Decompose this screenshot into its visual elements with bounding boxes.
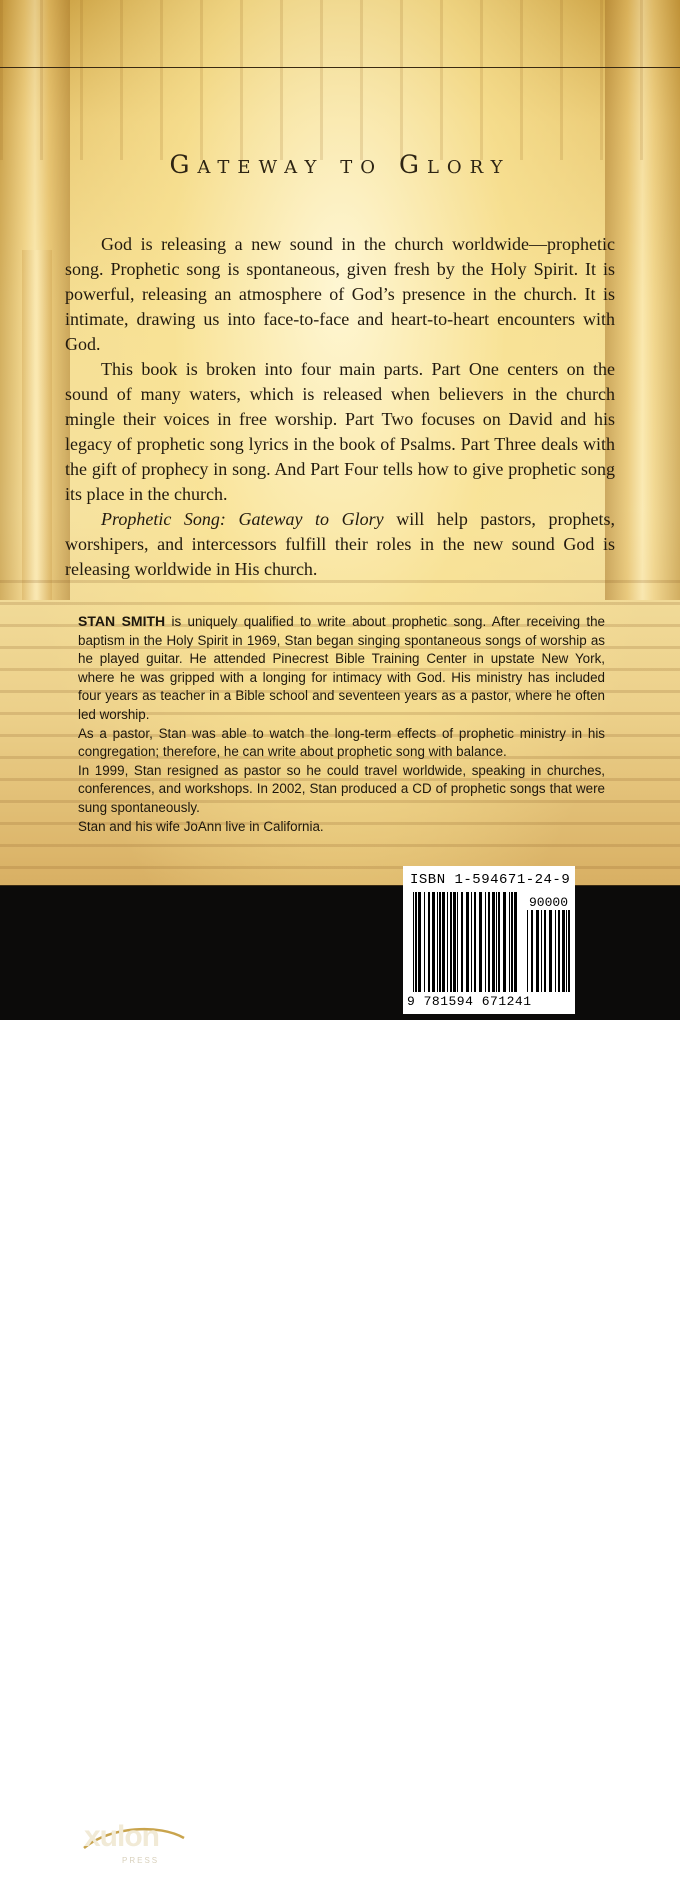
barcode-bar	[466, 892, 469, 992]
publisher-logo	[80, 1820, 190, 1880]
blurb-closing: will help pastors, prophets, worshipers, and intercessors fulfill their roles in the new sound God is releasing worldwide in His church.	[65, 509, 615, 579]
barcode-bar	[511, 892, 513, 992]
barcode-bar	[531, 910, 533, 992]
barcode-bar	[439, 892, 441, 992]
barcode-bar	[566, 910, 567, 992]
barcode-bar	[432, 892, 435, 992]
barcode-bar	[492, 892, 495, 992]
barcode-bar	[514, 892, 517, 992]
ean-bars	[413, 892, 521, 992]
barcode-bar	[428, 892, 430, 992]
barcode-bar	[418, 892, 421, 992]
barcode-bar	[461, 892, 463, 992]
isbn-label: ISBN 1-594671-24-9	[410, 872, 571, 888]
ceiling-arch-image	[0, 0, 680, 160]
logo-press-label: PRESS	[122, 1856, 160, 1865]
barcode-bar	[453, 892, 456, 992]
bio-paragraph: As a pastor, Stan was able to watch the long-term effects of prophetic ministry in his congregation; therefore, he can write about prophetic song with balance.	[78, 725, 605, 760]
left-pillar-shadow-image	[22, 250, 52, 600]
author-name: STAN SMITH	[78, 613, 166, 629]
barcode-bar	[488, 892, 490, 992]
barcode-bar	[474, 892, 476, 992]
barcode-bar	[457, 892, 458, 992]
barcode-bar	[562, 910, 565, 992]
bio-paragraph: Stan and his wife JoAnn live in California.	[78, 818, 324, 834]
barcode-bar	[509, 892, 510, 992]
barcode-bar	[496, 892, 497, 992]
bio-intro: is uniquely qualified to write about prophetic song. After receiving the baptism in the Holy Spirit in 1969, Stan began singing spontaneous songs of worship as he played guitar. He attended Pinecrest Bible Training Center in upstate New York, where he was gripped with a longing for intimacy with God. His ministry has included four years as teacher in a Bible school and seventeen years as a pastor, where he often led worship.	[78, 614, 605, 722]
barcode	[403, 866, 575, 1014]
barcode-bar	[413, 892, 414, 992]
blurb-paragraph: God is releasing a new sound in the church worldwide—prophetic song. Prophetic song is spontaneous, given fresh by the Holy Spirit. It is powerful, releasing an atmosphere of God’s presence in the church. It is intimate, drawing us into face-to-face and heart-to-heart encounters with God.	[65, 234, 615, 354]
barcode-bar	[479, 892, 482, 992]
blurb-paragraph	[65, 507, 615, 582]
barcode-bar	[450, 892, 452, 992]
bio-paragraph: In 1999, Stan resigned as pastor so he could travel worldwide, speaking in churches, conferences, and workshops. In 2002, Stan produced a CD of prophetic songs that were sung spontaneously.	[78, 762, 605, 815]
barcode-bar	[447, 892, 448, 992]
barcode-bar	[471, 892, 472, 992]
blurb-paragraph: This book is broken into four main parts. Part One centers on the sound of many waters, which is released when believers in the church mingle their voices in free worship. Part Two focuses on David and his legacy of prophetic song lyrics in the book of Psalms. Part Three deals with the gift of prophecy in song. And Part Four tells how to give prophetic song its place in the church.	[65, 359, 615, 504]
bottom-band	[0, 886, 680, 1865]
barcode-bar	[536, 910, 539, 992]
barcode-bar	[568, 910, 570, 992]
book-title: Gateway to Glory	[169, 150, 511, 179]
ean-number: 9 781594 671241	[407, 994, 532, 1009]
barcode-bar	[485, 892, 486, 992]
top-rule	[0, 67, 680, 68]
barcode-bar	[549, 910, 552, 992]
logo-wordmark: xulon	[84, 1820, 159, 1853]
barcode-bar	[544, 910, 546, 992]
price-code: 90000	[529, 895, 569, 910]
barcode-bar	[415, 892, 417, 992]
barcode-bar	[437, 892, 438, 992]
bio-paragraph	[78, 612, 605, 725]
addon-bars	[527, 910, 571, 992]
barcode-bar	[442, 892, 445, 992]
barcode-bar	[558, 910, 560, 992]
barcode-bar	[503, 892, 506, 992]
barcode-bar	[541, 910, 542, 992]
barcode-bar	[498, 892, 500, 992]
blurb-book-title: Prophetic Song: Gateway to Glory	[101, 509, 384, 529]
barcode-bar	[527, 910, 528, 992]
barcode-bar	[555, 910, 556, 992]
barcode-bar	[424, 892, 425, 992]
author-bio	[78, 612, 605, 836]
book-blurb	[65, 232, 615, 582]
